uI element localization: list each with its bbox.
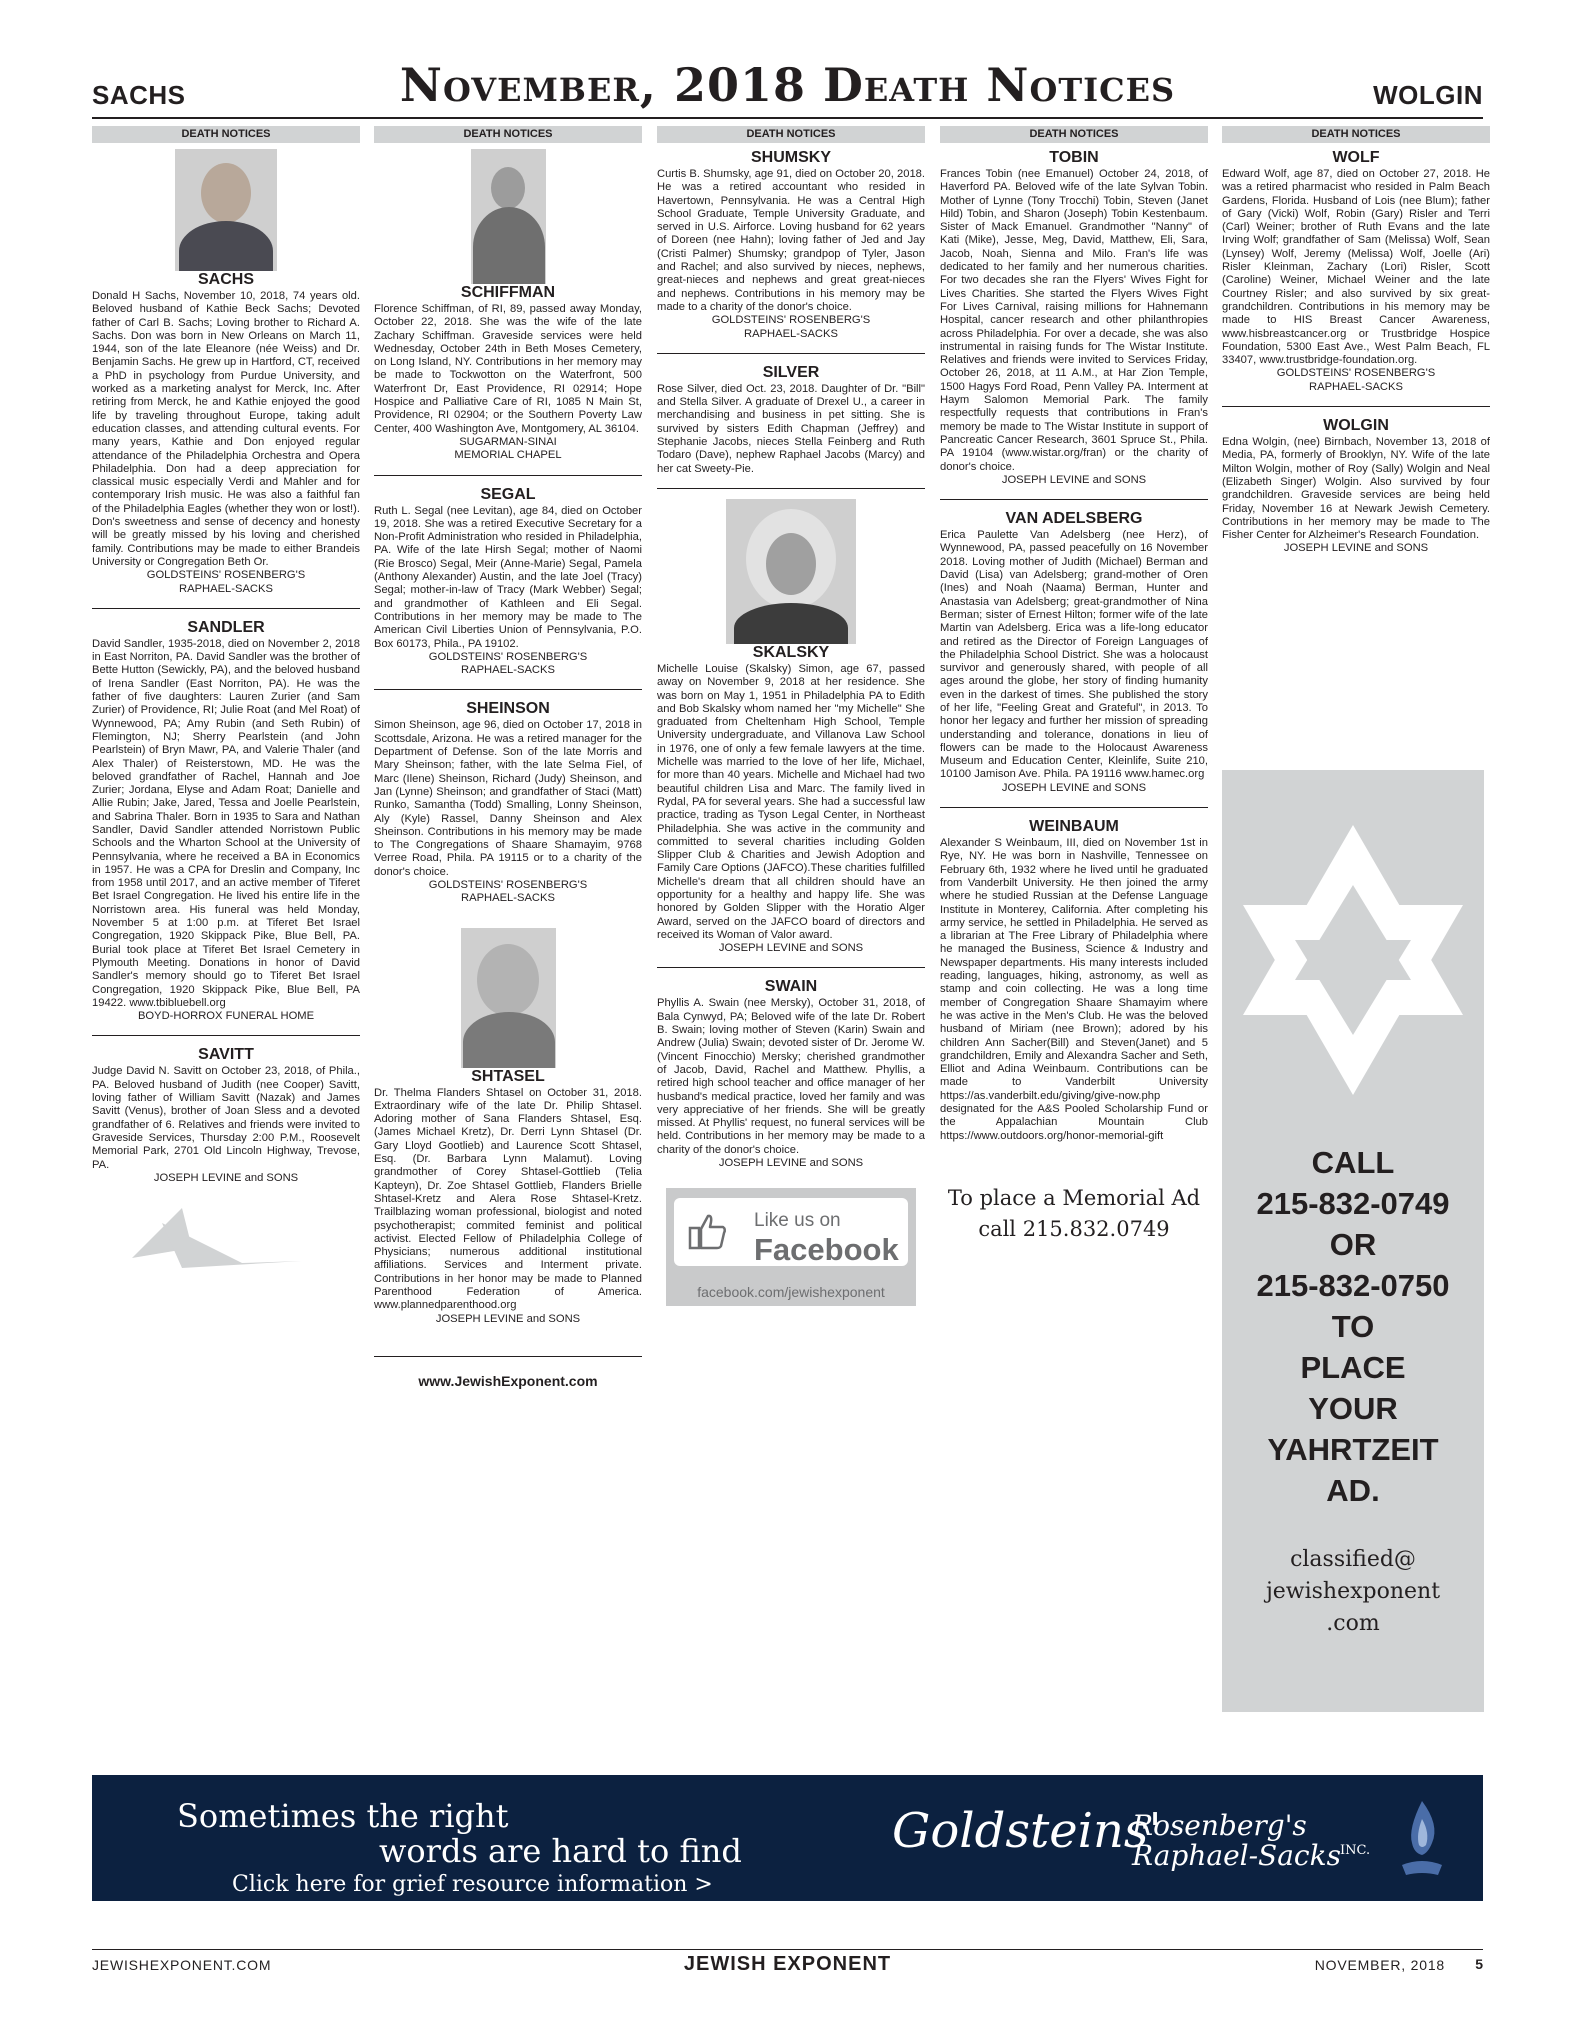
notice-name: SACHS (197, 271, 254, 288)
notice-body: Alexander S Weinbaum, III, died on November 1st in Rye, NY. He was born in Nashville, Tennessee on February 6th, 1932 where he lived until he graduated from Vanderbilt University. He then joined the army where he studied Russian at the Defense Language Institute in Monterey, California. After completing his army service, he settled in Philadelphia. He served as a librarian at The Free Library of Philadelphia where he managed the Business, Science & Industry and Newspaper departments. His many interests included reading, languages, hiking, astronomy, as well as stamp and coin collecting. He was a long time member of Congregation Shaare Shamayim where he was active in the Men's Club. He was the beloved husband of Miriam (nee Brown); adored by his children Ann Sacher(Bill) and Steven(Janet) and 5 grandchildren, Emily and Alexandra Sacher and Seth, Elliot and Adina Weinbaum. Contributions can be made to Vanderbilt University https://as.vanderbilt.edu/giving/give-now.php designated for the A&S Pooled Scholarship Fund or the Appalachian Mountain Club https://www.outdoors.org/honor-memorial-gift (940, 837, 1208, 1142)
schiffman-photo (471, 149, 546, 284)
column-header: DEATH NOTICES (657, 126, 925, 143)
column-1 (92, 126, 360, 1273)
column-header: DEATH NOTICES (92, 126, 360, 143)
footer-date: NOVEMBER, 2018 (1314, 1957, 1445, 1973)
skalsky-photo (726, 499, 856, 644)
column-header: DEATH NOTICES (374, 126, 642, 143)
website-link[interactable]: www.JewishExponent.com (374, 1356, 642, 1389)
goldsteins-logo-line: Rosenberg's Raphael-Sacks (1132, 1809, 1341, 1872)
column-4 (940, 126, 1208, 1245)
funeral-home: GOLDSTEINS' ROSENBERG'S RAPHAEL-SACKS (428, 650, 588, 677)
divider (92, 1035, 360, 1036)
sachs-photo (175, 149, 277, 271)
notice-wolgin (1222, 417, 1490, 556)
notice-silver (657, 364, 925, 476)
grief-resource-banner[interactable] (92, 1775, 1483, 1901)
guide-word-right: WOLGIN (1373, 80, 1483, 110)
star-of-david-icon (1228, 810, 1478, 1110)
divider (657, 967, 925, 968)
funeral-home: JOSEPH LEVINE and SONS (1283, 542, 1429, 555)
notice-tobin (940, 149, 1208, 487)
notice-name: SHTASEL (471, 1067, 545, 1085)
notice-body: Florence Schiffman, of RI, 89, passed away Monday, October 22, 2018. She was the wife of the late Zachary Schiffman. Graveside services were held Wednesday, October 24th in Beth Moses Cemetery, on Long Island, NY. Contributions in her memory may be made to Tockwotton on the Waterfront, 500 Waterfront Dr, East Providence, RI 02914; Hope Hospice and Palliative Care of RI, 1085 N Main St, Providence, RI 02904; or the Southern Poverty Law Center, 400 Washington Ave, Montgomery, AL 36104. (374, 303, 642, 435)
facebook-badge (674, 1198, 908, 1266)
page-number: 5 (1475, 1956, 1483, 1972)
yahrzeit-call-text: CALL 215-832-0749 OR 215-832-0750 TO PLACE YOUR YAHRTZEIT AD. (1256, 1145, 1450, 1508)
funeral-home: GOLDSTEINS' ROSENBERG'S RAPHAEL-SACKS (146, 569, 306, 595)
notice-body: David Sandler, 1935-2018, died on November 2, 2018 in East Norriton, PA. David Sandler was the brother of Bette Hutton (Sewickly, PA), and the beloved husband of Irena Sandler (East Norriton, PA). He was the father of five daughters: Lauren Zurier (and Sam Zurier) of Providence, RI; Julie Roat (and Mel Roat) of Wynnewood, PA; Amy Rubin (and Seth Rubin) of Flemington, NJ; Sherry Pearlstein (and John Pearlstein) of Bryn Mawr, PA, and Valerie Thaler (and Alex Thaler) of Reisterstown, MD. He was the beloved grandfather of Rachel, Hannah and Joe Zurier; Jordana, Elyse and Adam Roat; Danielle and Allie Rubin; Jake, Jared, Tessa and Joelle Pearlstein, and Sabrina Thaler. Born in 1935 to Sara and Nathan Sandler, David Sandler attended Norristown Public Schools and the Wharton School at the University of Pennsylvania, where he received a BA in Economics in 1957. He was a CPA for Dreslin and Company, Inc from 1958 until 2017, and an active member of Tiferet Bet Israel Congregation. He lived his entire life in the Norristown area. His funeral was held Monday, November 5 at 1:00 p.m. at Tiferet Bet Israel Congregation, 1920 Skippack Pike, Blue Bell, PA. Burial took place at Tiferet Bet Israel Cemetery in Plymouth Meeting. Donations in honor of David Sandler's memory should go to Tiferet Bet Israel Congregation, 1920 Skippack Pike, Blue Bell, PA 19422. www.tbibluebell.org (92, 637, 360, 1009)
notice-name: VAN ADELSBERG (1005, 510, 1143, 528)
star-of-david-fragment-icon (122, 1203, 322, 1273)
notice-wolf (1222, 149, 1490, 394)
column-header: DEATH NOTICES (940, 126, 1208, 143)
divider (374, 475, 642, 476)
notice-body: Frances Tobin (nee Emanuel) October 24, 2018, of Haverford PA. Beloved wife of the late Sylvan Tobin. Mother of Lynne (Tony Trocchi) Tobin, Steven (Janet Hild) Tobin, and Sharon (Joseph) Tobin Kestenbaum. Sister of Mack Emanuel. Grandmother "Nanny" of Kati (Mike), Jesse, Meg, David, Matthew, Eli, Sara, Jacob, Noah, Sienna and Milo. Fran's life was dedicated to her family and her numerous charities. For two decades she ran the Flyers' Wives Fight for Lives Charities. She started the Flyers Wives Fight For Lives Carnival, raising millions for Hahnemann Hospital, cancer research and other philanthropies across Philadelphia. For over a decade, she was also instrumental in raising funds for The Wistar Institute. Relatives and friends were invited to Services Friday, October 26, 2018, at 11 A.M., at Har Zion Temple, 1500 Hagys Ford Road, Penn Valley PA. Interment at Haym Salomon Memorial Park. The family respectfully requests that contributions in Fran's memory be made to The Wistar Institute in support of Pancreatic Cancer Research, 3601 Spruce St., Phila. PA 19104 (www.wistar.org/fran) or the charity of donor's choice. (940, 168, 1208, 473)
yahrzeit-ad[interactable] (1222, 770, 1484, 1712)
funeral-home: JOSEPH LEVINE and SONS (718, 942, 864, 955)
notice-name: SKALSKY (752, 643, 830, 661)
logo-inc: INC. (1340, 1843, 1371, 1858)
notice-swain (657, 978, 925, 1170)
notice-name: TOBIN (1049, 149, 1099, 166)
notice-weinbaum (940, 818, 1208, 1143)
notice-body: Phyllis A. Swain (nee Mersky), October 31, 2018, of Bala Cynwyd, PA; Beloved wife of the late Dr. Robert B. Swain; loving mother of Steven (Karin) Swain and Andrew (Julia) Swain; devoted sister of Dr. Jerome W. (Vincent Finocchio) Mersky; cherished grandmother of Jacob, David, Rachel and Matthew. Phyllis, a retired high school teacher and office manager of her husband's medical practice, loved her family and was very appreciative of her friends. She will be greatly missed. At Phyllis' request, no funeral services will be held. Contributions in her memory may be made to a charity of the donor's choice. (657, 997, 925, 1156)
notice-body: Curtis B. Shumsky, age 91, died on October 20, 2018. He was a retired accountant who resided in Havertown, Pennsylvania. He was a Central High School Graduate, Temple University Graduate, and served in U.S. Airforce. Loving husband for 62 years of Doreen (nee Hahn); loving father of Jed and Jay (Cristi Palmer) Shumsky; grandpop of Tyler, Jason and Rachel; and also survived by nieces, nephews, great-nieces and nephews and great great-nieces and nephews. Contributions in his memory may be made to a charity of the donor's choice. (657, 168, 925, 313)
memorial-ad-text: To place a Memorial Ad call 215.832.0749 (947, 1185, 1201, 1241)
notice-body: Michelle Louise (Skalsky) Simon, age 67, passed away on November 9, 2018 at her residence. She was born on May 1, 1951 in Philadelphia PA to Edith and Bob Skalsky whom named her "my Michelle" She graduated from Cheltenham High School, Temple University undergraduate, and Villanova Law School in 1976, one of only a few female lawyers at the time. Michelle was married to the love of her life, Michael, for more than 40 years. Michelle and Michael had two beautiful children Lisa and Marc. The family lived in Rydal, PA for several years. She had a successful law practice, trading as Tyson Legal Center, in Northeast Philadelphia. She was active in the community and committed to several charities including Golden Slipper Club & Charities and Jewish Adoption and Family Care Options (JAFCO).These charities fulfilled Michelle's dream that all children should have an opportunity for a healthy and happy life. She was honored by Golden Slipper with the Horatio Alger Award, served on the JAFCO board of directors and received its Woman of Valor award. (657, 662, 925, 941)
notice-body: Edna Wolgin, (nee) Birnbach, November 13, 2018 of Media, PA, formerly of Brooklyn, NY. Wife of the late Milton Wolgin, mother of Roy (Sally) Wolgin and Neal (Elizabeth Singer) Wolgin. Also survived by four grandchildren. Graveside services are being held Friday, November 16 at Newark Jewish Cemetery. Contributions in her memory may be made to The Fisher Center for Alzheimer's Research Foundation. (1222, 436, 1490, 542)
notice-body: Judge David N. Savitt on October 23, 2018, of Phila., PA. Beloved husband of Judith (nee Cooper) Savitt, loving father of William Savitt (Nazak) and James Savitt (Venus), brother of Joan Sless and a devoted grandfather of 6. Relatives and friends were invited to Graveside Services, Thursday 2:00 P.M., Roosevelt Memorial Park, 2701 Old Lincoln Highway, Trevose, PA. (92, 1065, 360, 1171)
funeral-home: JOSEPH LEVINE and SONS (1001, 781, 1147, 794)
facebook-ad[interactable] (666, 1188, 916, 1306)
notice-body: Ruth L. Segal (nee Levitan), age 84, died on October 19, 2018. She was a retired Executive Secretary for a Non-Profit Administration who resided in Philadelphia, PA. Wife of the late Hirsh Segal; mother of Naomi (Rie Brosco) Segal, Meir (Anne-Marie) Segal, Pamela (Anthony Alexander) Austin, and the late Joel (Tracy) Segal; mother-in-law of Tracy (Mark Webber) Segal; and grandmother of Kathleen and Eli Segal. Contributions in her memory may be made to The American Civil Liberties Union of Pennsylvania, P.O. Box 60173, Phila., PA 19102. (374, 504, 642, 650)
funeral-home: BOYD-HORROX FUNERAL HOME (137, 1010, 315, 1023)
divider (1222, 406, 1490, 407)
notice-sachs (92, 149, 360, 596)
guide-word-left: SACHS (92, 80, 186, 110)
divider (940, 807, 1208, 808)
goldsteins-logo: Goldsteins' (892, 1803, 1162, 1859)
facebook-like-text: Like us on (754, 1210, 841, 1232)
funeral-home: JOSEPH LEVINE and SONS (435, 1312, 581, 1325)
funeral-home: GOLDSTEINS' ROSENBERG'S RAPHAEL-SACKS (428, 878, 588, 905)
divider (374, 689, 642, 690)
thumbs-up-icon (688, 1212, 728, 1252)
funeral-home: GOLDSTEINS' ROSENBERG'S RAPHAEL-SACKS (1276, 367, 1436, 393)
divider (657, 353, 925, 354)
notice-shumsky (657, 149, 925, 341)
column-3 (657, 126, 925, 1306)
shtasel-photo (461, 928, 556, 1068)
notice-savitt (92, 1046, 360, 1185)
notice-name: SAVITT (198, 1046, 254, 1064)
notice-sheinson (374, 700, 642, 905)
notice-body: Simon Sheinson, age 96, died on October 17, 2018 in Scottsdale, Arizona. He was a retired manager for the Department of Defense. Son of the late Morris and Mary Sheinson; father, with the late Selma Fiel, of Marc (Ilene) Sheinson, Richard (Judy) Sheinson, and Jan (Lynne) Sheinson; and grandfather of Staci (Matt) Runko, Samantha (Todd) Smalling, Lonny Sheinson, Aly (Kyle) Rassel, Danny Sheinson and Alex Sheinson. Contributions in his memory may be made to The Congregations of Shaare Shamayim, 9768 Verree Road, Phila. PA 19115 or to a charity of the donor's choice. (374, 719, 642, 878)
notice-name: SCHIFFMAN (460, 284, 556, 301)
column-5 (1222, 126, 1490, 566)
facebook-url[interactable]: facebook.com/jewishexponent (697, 1284, 885, 1301)
notice-body: Erica Paulette Van Adelsberg (nee Herz), of Wynnewood, PA, passed peacefully on 16 November 2018. Loving mother of Judith (Michael) Berman and David (Lisa) van Adelsberg; grand-mother of Oren (Ines) and Noah (Naama) Berman, Hunter and Anastasia van Adelsberg; great-grandmother of Nina Berman; sister of Ernest Hilton; former wife of the late Martin van Adelsberg. Erica was a life-long educator and retired as the Director of Foreign Languages of the Philadelphia School District. She was a holocaust survivor and generously shared, with people of all ages around the globe, her story of finding humanity even in the darkest of times. She published the story of her life, "Feeling Great and Grateful", in 2013. To honor her legacy and further her mission of spreading understanding and tolerance, donations in lieu of flowers can be made to the Holocaust Awareness Museum and Education Center, Kleinlife, Suite 210, 10100 Jamison Ave. Phila. PA 19116 www.hamec.org (940, 529, 1208, 781)
footer-rule (92, 1949, 1483, 1950)
masthead-rule (92, 117, 1483, 119)
notice-body: Donald H Sachs, November 10, 2018, 74 years old. Beloved husband of Kathie Beck Sachs; Devoted father of Carl B. Sachs; Loving brother to Richard A. Sachs. Don was born in New Orleans on March 11, 1944, son of the late Eleanore (née Weiss) and Dr. Benjamin Sachs. He grew up in Hartford, CT, received a PhD in psychology from Purdue University, and worked as a marketing analyst for Merck, Inc. After retiring from Merck, he and Kathie enjoyed the good life by traveling throughout Europe, taking adult education classes, and attending cultural events. For many years, Kathie and Don enjoyed regular attendance of the Philadelphia Orchestra and Opera Philadelphia. Don had a deep appreciation for classical music especially Verdi and Mahler and for contemporary Irish music. He was also a faithful fan of the Philadelphia Eagles (whether they won or lost!). Don's sweetness and sense of decency and honesty will be greatly missed by his loving and cherished family. Contributions may be made to either Brandeis University or Congregation Beth Or. (92, 290, 360, 568)
yahrzeit-email[interactable]: classified@ jewishexponent .com (1265, 1547, 1441, 1636)
notice-skalsky (657, 499, 925, 956)
divider (92, 608, 360, 609)
flame-icon (1392, 1799, 1452, 1879)
funeral-home: JOSEPH LEVINE and SONS (718, 1157, 864, 1170)
funeral-home: JOSEPH LEVINE and SONS (1001, 473, 1147, 486)
notice-segal (374, 486, 642, 678)
notice-name: WOLF (1332, 149, 1380, 166)
notice-body: Edward Wolf, age 87, died on October 27, 2018. He was a retired pharmacist who resided in Palm Beach Gardens, Florida. Husband of Lois (nee Blum); father of Gary (Vicki) Wolf, Robin (Gary) Risler and Terri (Carl) Weiner; brother of Ruth Evans and the late Irving Wolf; grandfather of Sam (Melissa) Wolf, Sean (Lynsey) Wolf, Jeremy (Melissa) Wolf, Joelle (Ari) Risler Kleinman, Zachary (Lori) Risler, Scott (Caroline) Weiner, Michael Weiner and the late Courtney Risler; and also survived by six great- grandchildren. Contributions in his memory may be made to HIS Breast Cancer Awareness, www.hisbreastcancer.org or Trustbridge Hospice Foundation, 5300 East Ave., West Palm Beach, FL 33407, www.trustbridge-foundation.org. (1222, 168, 1490, 367)
notice-name: SILVER (762, 363, 820, 381)
notice-van-adelsberg (940, 510, 1208, 795)
banner-headline-2: words are hard to find (379, 1832, 742, 1870)
notice-name: WEINBAUM (1029, 818, 1119, 836)
column-2 (374, 126, 642, 1389)
notice-sandler (92, 619, 360, 1024)
notice-name: SEGAL (480, 485, 536, 503)
notice-schiffman (374, 149, 642, 463)
funeral-home: SUGARMAN-SINAI MEMORIAL CHAPEL (454, 435, 562, 462)
banner-cta-link[interactable]: Click here for grief resource information > (232, 1872, 713, 1897)
notice-body: Dr. Thelma Flanders Shtasel on October 31, 2018. Extraordinary wife of the late Dr. Philip Shtasel. Adoring mother of Sana Flanders Shtasel, Esq. (James Michael Kretz), Dr. Derri Lynn Shtasel (Dr. Gary Lloyd Gootlieb) and Laurence Scott Shtasel, Esq. (Dr. Barbara Lynn Malamut). Loving grandmother of Corey Shtasel-Gottlieb (Telia Kapteyn), Dr. Zoe Shtasel Gottlieb, Flanders Brielle Shtasel-Kretz and Alera Rose Shtasel-Kretz. Trailblazing woman professional, biologist and noted psychotherapist; commited feminist and political activist. Elected Fellow of Philadelphia College of Physicians; numerous additional institutional affiliations. Services and Interment private. Contributions in her honor may be made to Planned Parenthood Federation of America. www.plannedparenthood.org (374, 1086, 642, 1312)
notice-name: SHEINSON (466, 700, 550, 718)
notice-name: SWAIN (764, 978, 818, 996)
notice-name: SHUMSKY (750, 149, 831, 166)
notice-name: SANDLER (187, 618, 265, 636)
notice-name: WOLGIN (1323, 417, 1389, 435)
divider (657, 488, 925, 489)
funeral-home: GOLDSTEINS' ROSENBERG'S RAPHAEL-SACKS (711, 314, 871, 340)
page-title: November, 2018 Death Notices (399, 58, 1176, 112)
facebook-wordmark: Facebook (754, 1232, 899, 1268)
column-header: DEATH NOTICES (1222, 126, 1490, 143)
divider (940, 499, 1208, 500)
notice-shtasel (374, 928, 642, 1326)
funeral-home: JOSEPH LEVINE and SONS (153, 1171, 299, 1184)
footer-publication: JEWISH EXPONENT (683, 1953, 892, 1975)
footer-website[interactable]: JEWISHEXPONENT.COM (92, 1957, 272, 1973)
notice-body: Rose Silver, died Oct. 23, 2018. Daughter of Dr. "Bill" and Stella Silver. A graduate of Drexel U., a career in merchandising and business in pet sitting. She is survived by sisters Edith Chapman (Jeffrey) and Stephanie Jacobs, nieces Stella Feinberg and Ruth Todaro (Dave), nephew Raphael Jacobs (Marcy) and her cat Sweety-Pie. (657, 382, 925, 475)
banner-headline-1: Sometimes the right (177, 1797, 509, 1835)
